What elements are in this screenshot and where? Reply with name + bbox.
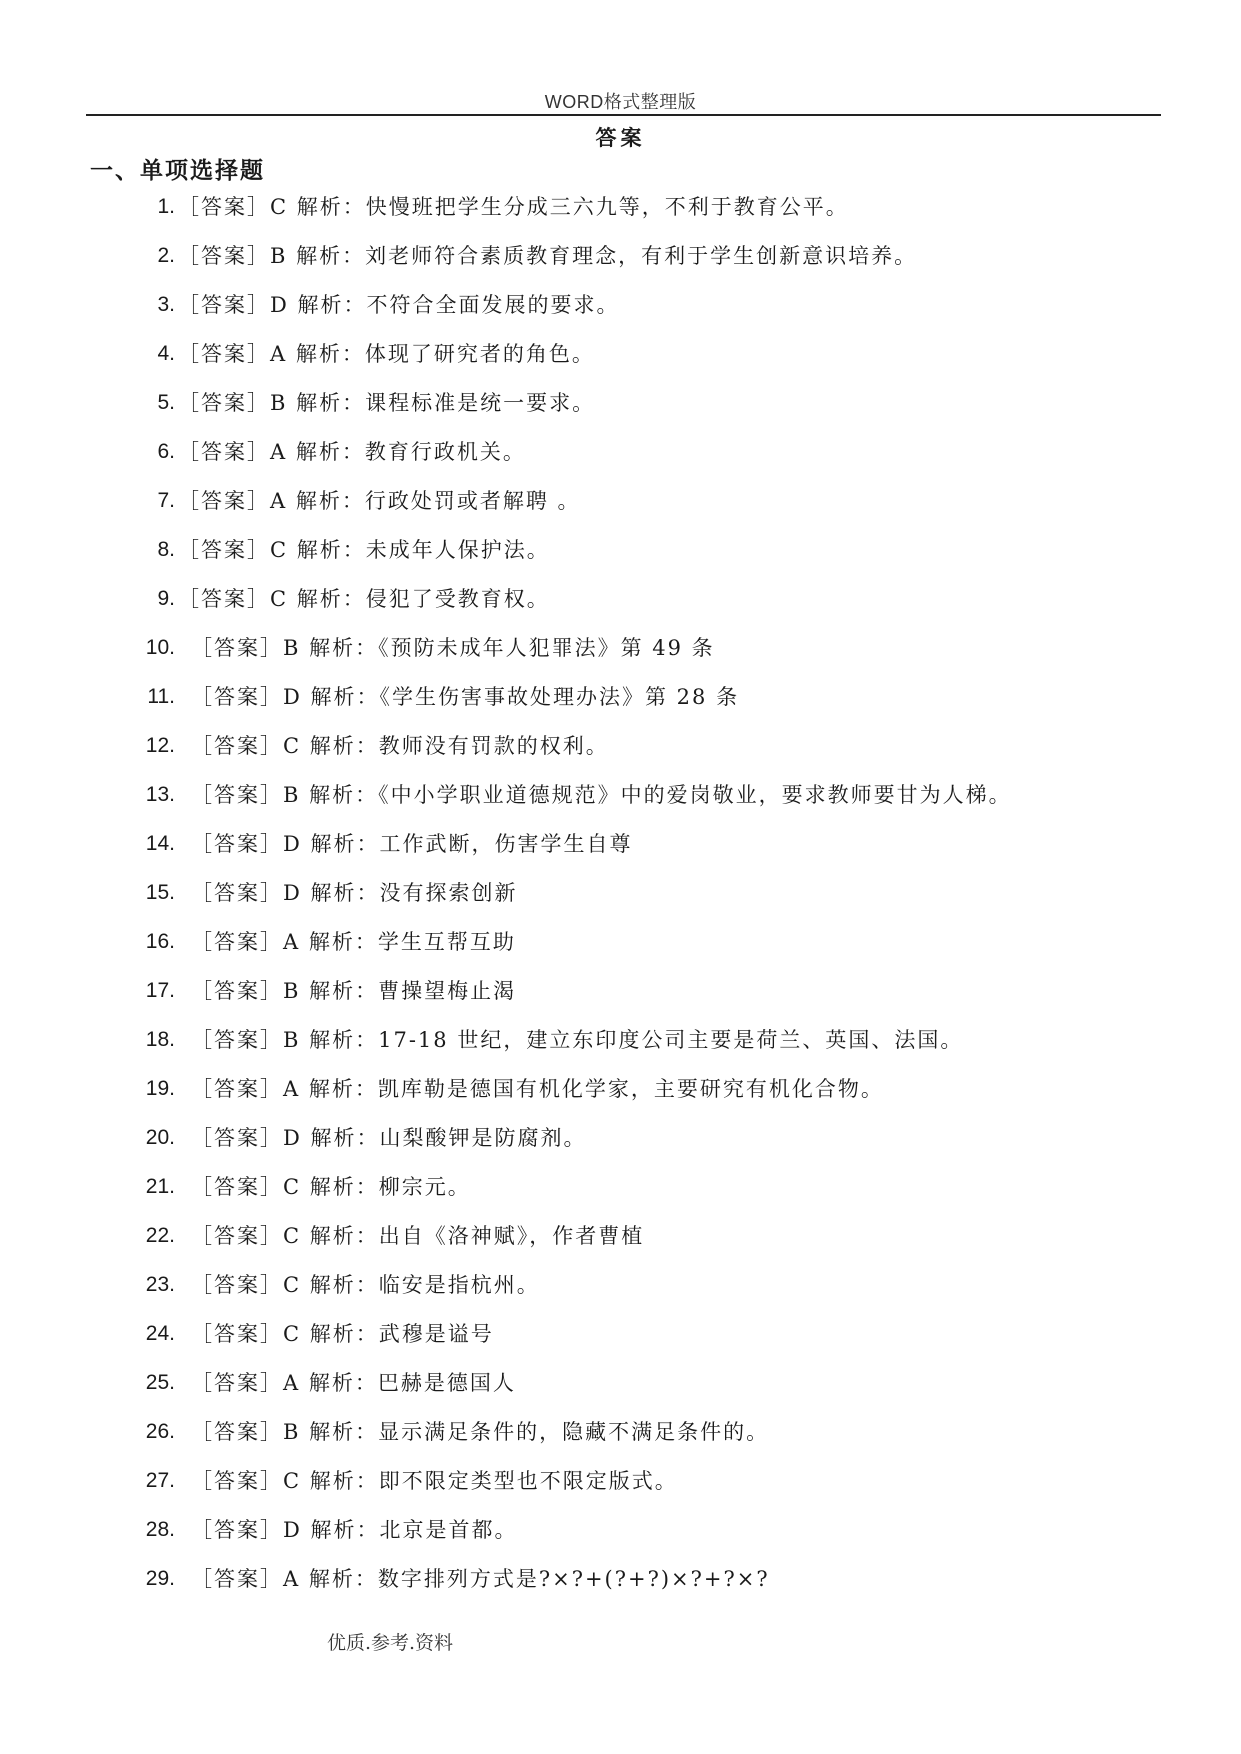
answer-item-12 (0, 730, 1241, 779)
answer-number: 17. (145, 979, 175, 1002)
answer-number: 7. (157, 489, 175, 512)
answer-item-14 (0, 828, 1241, 877)
answer-text: ［答案］B 解析：《预防未成年人犯罪法》第 49 条 (191, 636, 715, 660)
page-header: WORD格式整理版 (544, 92, 697, 112)
answer-text: ［答案］B 解析：课程标准是统一要求。 (178, 391, 596, 415)
answer-item-20 (0, 1122, 1241, 1171)
answer-list (0, 191, 1241, 1612)
answer-text: ［答案］D 解析：不符合全面发展的要求。 (178, 293, 620, 317)
answer-number: 16. (145, 930, 175, 953)
answer-text: ［答案］C 解析：临安是指杭州。 (191, 1273, 540, 1297)
answer-text: ［答案］B 解析：显示满足条件的，隐藏不满足条件的。 (191, 1420, 770, 1444)
answer-number: 5. (157, 391, 175, 414)
answer-text: ［答案］D 解析：《学生伤害事故处理办法》第 28 条 (191, 685, 740, 709)
answer-item-7 (0, 485, 1241, 534)
answer-number: 28. (145, 1518, 175, 1541)
answer-number: 14. (145, 832, 175, 855)
answer-text: ［答案］A 解析：巴赫是德国人 (191, 1371, 516, 1395)
answer-text: ［答案］D 解析：北京是首都。 (191, 1518, 518, 1542)
answer-number: 21. (145, 1175, 175, 1198)
answer-text: ［答案］D 解析：山梨酸钾是防腐剂。 (191, 1126, 587, 1150)
answer-number: 23. (145, 1273, 175, 1296)
answer-item-8 (0, 534, 1241, 583)
answer-number: 22. (145, 1224, 175, 1247)
answer-item-2 (0, 240, 1241, 289)
answer-number: 11. (147, 685, 175, 708)
answer-number: 8. (157, 538, 175, 561)
answer-text: ［答案］B 解析：《中小学职业道德规范》中的爱岗敬业，要求教师要甘为人梯。 (191, 783, 1012, 807)
page-footer: 优质.参考.资料 (326, 1632, 454, 1654)
answer-text: ［答案］C 解析：侵犯了受教育权。 (178, 587, 550, 611)
answer-text: ［答案］A 解析：数字排列方式是?×?+(?+?)×?+?×? (191, 1567, 770, 1591)
header-divider (86, 114, 1161, 116)
answer-item-4 (0, 338, 1241, 387)
answer-text: ［答案］C 解析：未成年人保护法。 (178, 538, 550, 562)
answer-number: 9. (157, 587, 175, 610)
document-title: 答案 (595, 125, 646, 150)
answer-item-25 (0, 1367, 1241, 1416)
answer-number: 26. (145, 1420, 175, 1443)
answer-item-26 (0, 1416, 1241, 1465)
answer-number: 13. (145, 783, 175, 806)
answer-number: 18. (145, 1028, 175, 1051)
answer-text: ［答案］B 解析：17-18 世纪，建立东印度公司主要是荷兰、英国、法国。 (191, 1028, 964, 1052)
answer-text: ［答案］A 解析：凯库勒是德国有机化学家，主要研究有机化合物。 (191, 1077, 884, 1101)
answer-item-24 (0, 1318, 1241, 1367)
answer-item-13 (0, 779, 1241, 828)
answer-number: 12. (145, 734, 175, 757)
answer-text: ［答案］A 解析：体现了研究者的角色。 (178, 342, 595, 366)
answer-number: 25. (145, 1371, 175, 1394)
answer-item-6 (0, 436, 1241, 485)
answer-item-9 (0, 583, 1241, 632)
answer-text: ［答案］C 解析：即不限定类型也不限定版式。 (191, 1469, 678, 1493)
answer-item-17 (0, 975, 1241, 1024)
answer-item-19 (0, 1073, 1241, 1122)
answer-item-21 (0, 1171, 1241, 1220)
answer-number: 10. (145, 636, 175, 659)
answer-item-15 (0, 877, 1241, 926)
answer-item-22 (0, 1220, 1241, 1269)
answer-number: 19. (145, 1077, 175, 1100)
answer-item-10 (0, 632, 1241, 681)
answer-item-18 (0, 1024, 1241, 1073)
answer-item-23 (0, 1269, 1241, 1318)
answer-text: ［答案］B 解析：曹操望梅止渴 (191, 979, 517, 1003)
answer-item-28 (0, 1514, 1241, 1563)
answer-number: 20. (145, 1126, 175, 1149)
answer-item-29 (0, 1563, 1241, 1612)
answer-text: ［答案］C 解析：教师没有罚款的权利。 (191, 734, 609, 758)
answer-text: ［答案］C 解析：武穆是谥号 (191, 1322, 494, 1346)
answer-item-11 (0, 681, 1241, 730)
answer-item-3 (0, 289, 1241, 338)
answer-item-27 (0, 1465, 1241, 1514)
answer-number: 2. (157, 244, 175, 267)
answer-item-16 (0, 926, 1241, 975)
answer-text: ［答案］A 解析：教育行政机关。 (178, 440, 526, 464)
answer-text: ［答案］A 解析：学生互帮互助 (191, 930, 516, 954)
answer-text: ［答案］C 解析：出自《洛神赋》，作者曹植 (191, 1224, 645, 1248)
answer-number: 3. (157, 293, 175, 316)
answer-number: 15. (145, 881, 175, 904)
section-heading: 一、单项选择题 (90, 157, 265, 184)
answer-number: 6. (157, 440, 175, 463)
answer-item-1 (0, 191, 1241, 240)
answer-text: ［答案］B 解析：刘老师符合素质教育理念，有利于学生创新意识培养。 (178, 244, 918, 268)
answer-number: 24. (145, 1322, 175, 1345)
answer-text: ［答案］C 解析：柳宗元。 (191, 1175, 471, 1199)
answer-text: ［答案］D 解析：工作武断，伤害学生自尊 (191, 832, 633, 856)
answer-number: 1. (157, 195, 175, 218)
answer-text: ［答案］A 解析：行政处罚或者解聘 。 (178, 489, 581, 513)
answer-text: ［答案］C 解析：快慢班把学生分成三六九等，不利于教育公平。 (178, 195, 849, 219)
answer-text: ［答案］D 解析：没有探索创新 (191, 881, 518, 905)
answer-number: 27. (145, 1469, 175, 1492)
answer-number: 4. (157, 342, 175, 365)
answer-number: 29. (145, 1567, 175, 1590)
answer-item-5 (0, 387, 1241, 436)
